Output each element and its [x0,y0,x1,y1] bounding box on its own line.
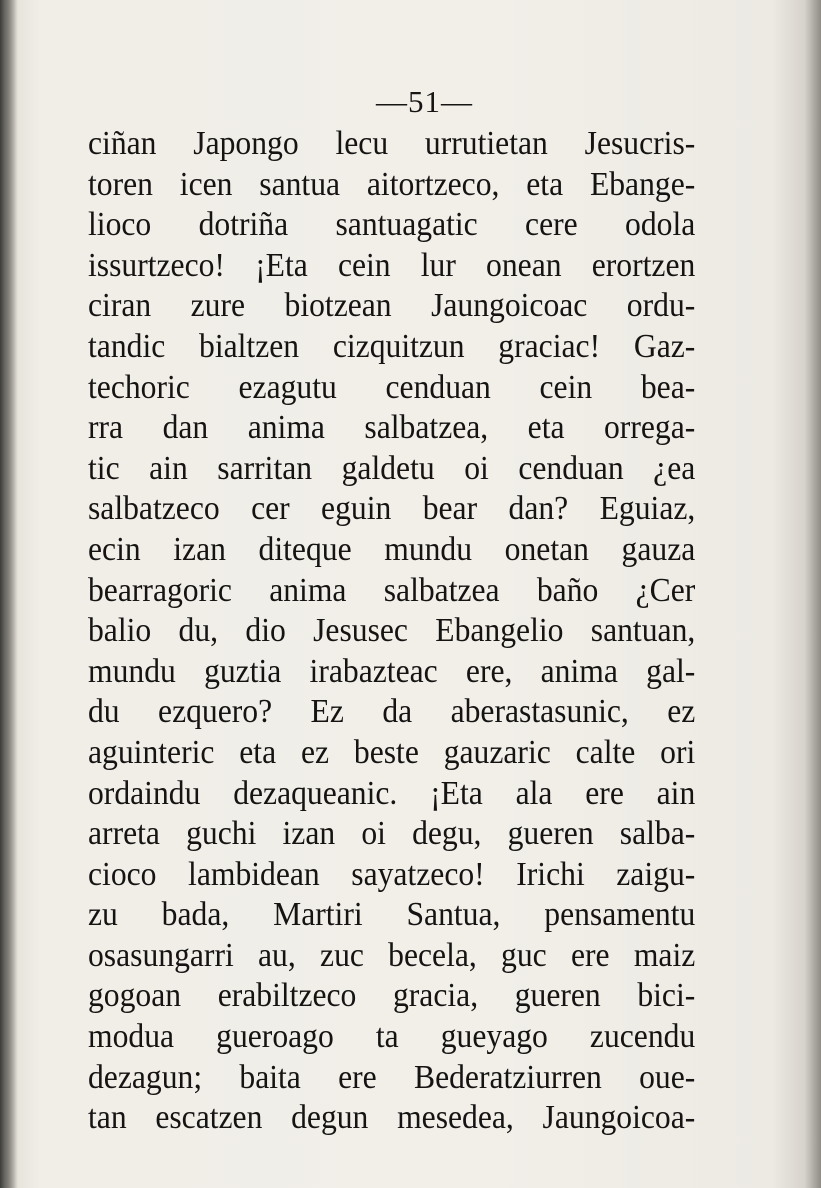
text-line: aguinteric eta ez beste gauzaric calte ori [88,733,696,771]
text-line: issurtzeco! ¡Eta cein lur onean erortzen [88,246,696,284]
text-line: modua gueroago ta gueyago zucendu [88,1018,696,1056]
text-line: tan escatzen degun mesedea, Jaungoicoa- [88,1099,696,1137]
page-number: —51— [376,84,473,119]
text-line: salbatzeco cer eguin bear dan? Eguiaz, [88,490,696,528]
text-line: gogoan erabiltzeco gracia, gueren bici- [88,977,696,1015]
text-line: lioco dotriña santuagatic cere odola [88,206,696,244]
text-line: ecin izan diteque mundu onetan gauza [88,530,696,568]
text-line: mundu guztia irabazteac ere, anima gal- [88,652,696,690]
text-line: cioco lambidean sayatzeco! Irichi zaigu- [88,855,696,893]
text-line: techoric ezagutu cenduan cein bea- [88,368,696,406]
text-line: toren icen santua aitortzeco, eta Ebange- [88,165,696,203]
page-gutter-shadow [0,0,18,1188]
text-line: tic ain sarritan galdetu oi cenduan ¿ea [88,449,696,487]
text-line: ciñan Japongo lecu urrutietan Jesucris- [88,125,696,162]
text-line: osasungarri au, zuc becela, guc ere maiz [88,936,696,974]
text-line: tandic bialtzen cizquitzun graciac! Gaz- [88,327,696,365]
text-line: balio du, dio Jesusec Ebangelio santuan, [88,612,696,650]
text-line: zu bada, Martiri Santua, pensamentu [88,896,696,934]
text-line: ordaindu dezaqueanic. ¡Eta ala ere ain [88,774,696,812]
text-line: du ezquero? Ez da aberastasunic, ez [88,693,696,731]
body-text [88,124,696,1139]
text-line: rra dan anima salbatzea, eta orrega- [88,409,696,447]
text-line: ciran zure biotzean Jaungoicoac ordu- [88,287,696,325]
text-line: arreta guchi izan oi degu, gueren salba- [88,815,696,853]
text-line: bearragoric anima salbatzea baño ¿Cer [88,571,696,609]
text-line: dezagun; baita ere Bederatziurren oue- [88,1058,696,1096]
